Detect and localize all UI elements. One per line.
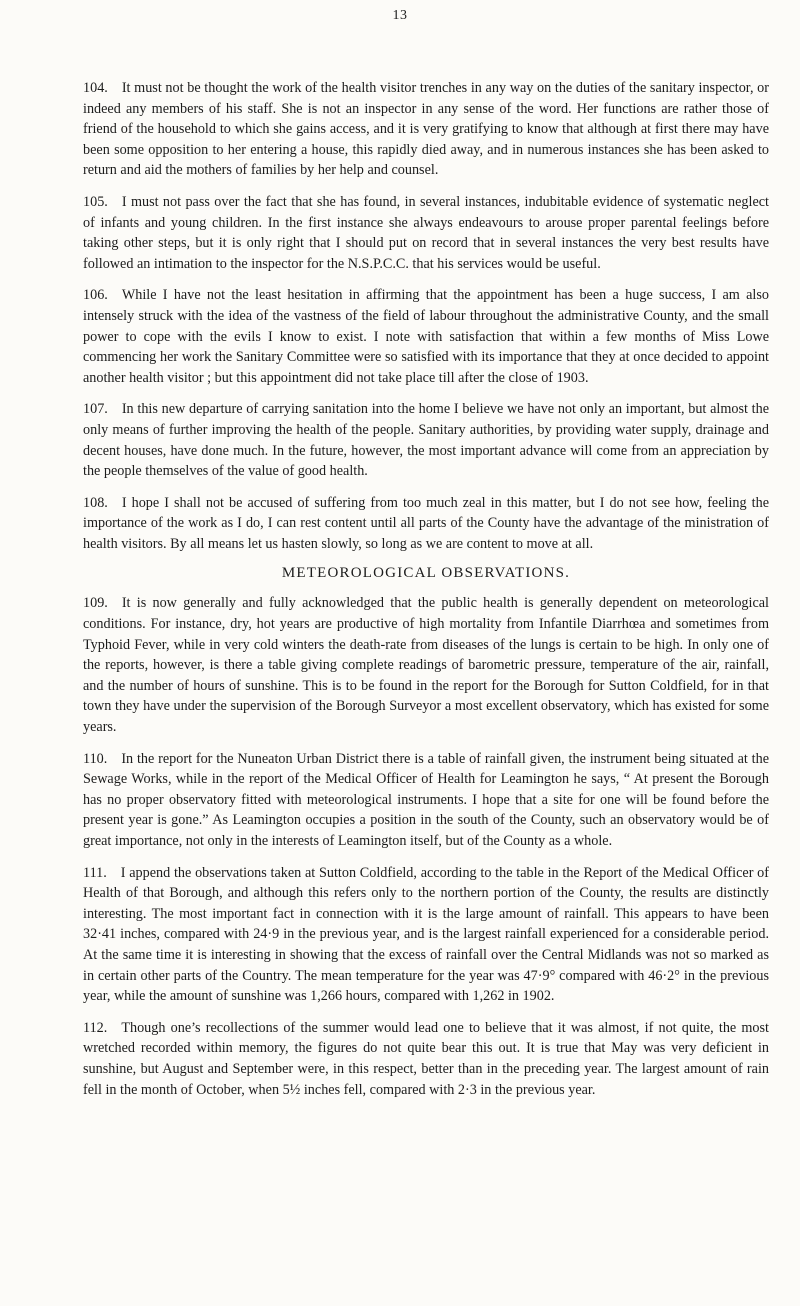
paragraph-text: I must not pass over the fact that she has found, in several instances, indubitable evidence of systematic neglect of infants and young children. In the first instance she always endeavours to arouse proper parental feelings before taking other steps, but it is only right that I should put on record that in several instances the very best results have followed an intimation to the inspector for the N.S.P.C.C. that his services would be useful. [83, 193, 769, 272]
paragraph-104 [83, 78, 769, 181]
page-number: 13 [392, 8, 408, 23]
paragraph-number: 105. [83, 193, 108, 210]
paragraph-text: In the report for the Nuneaton Urban District there is a table of rainfall given, the instrument being situated at the Sewage Works, while in the report of the Medical Officer of Health for Leamington he says, “ At present the Borough has no proper observatory fitted with meteorological instruments. I hope that a site for one will be found before the present year is gone.” As Leamington occupies a position in the south of the County, such an observatory would be of great importance, not only in the interests of Leamington itself, but of the County as a whole. [83, 750, 769, 849]
paragraph-number: 106. [83, 287, 108, 304]
paragraph-108 [83, 493, 769, 555]
paragraph-number: 111. [83, 864, 107, 881]
paragraph-109 [83, 593, 769, 737]
paragraph-105 [83, 192, 769, 274]
paragraph-112 [83, 1018, 769, 1100]
paragraph-number: 109. [83, 595, 108, 612]
paragraph-text: I hope I shall not be accused of suffering from too much zeal in this matter, but I do not see how, feeling the importance of the work as I do, I can rest content until all parts of the County have the advantage of the ministration of health visitors. By all means let us hasten slowly, so long as we are content to move at all. [83, 494, 769, 552]
paragraph-110 [83, 749, 769, 852]
paragraph-text: It must not be thought the work of the health visitor trenches in any way on the duties of the sanitary inspector, or indeed any members of his staff. She is not an inspector in any sense of the word. Her functions are rather those of friend of the household to which she gains access, and it is very gratifying to know that although at first there may have been some opposition to her entering a house, this rapidly died away, and in numerous instances she has been asked to return and aid the mothers of families by her help and counsel. [83, 80, 769, 179]
paragraph-text: I append the observations taken at Sutton Coldfield, according to the table in the Report of the Medical Officer of Health of that Borough, and although this refers only to the northern portion of the County, the results are distinctly interesting. The most important fact in connection with it is the large amount of rainfall. This appears to have been 32·41 inches, compared with 24·9 in the previous year, and is the largest rainfall experienced for a considerable period. At the same time it is interesting in showing that the excess of rainfall over the Central Midlands was not so marked as in certain other parts of the Country. The mean temperature for the year was 47·9° compared with 46·2° in the previous year, while the amount of sunshine was 1,266 hours, compared with 1,262 in 1902. [83, 864, 769, 1005]
paragraph-106 [83, 285, 769, 388]
paragraph-text: In this new departure of carrying sanitation into the home I believe we have not only an important, but almost the only means of further improving the health of the people. Sanitary authorities, by providing water supply, drainage and decent houses, have done much. In the future, however, the most important advance will come from an appreciation by the people themselves of the value of good health. [83, 401, 769, 480]
paragraph-107 [83, 399, 769, 481]
paragraph-111 [83, 863, 769, 1007]
paragraph-text: Though one’s recollections of the summer would lead one to believe that it was almost, if not quite, the most wretched recorded within memory, the figures do not quite bear this out. It is true that May was very deficient in sunshine, but August and September were, in this respect, better than in the preceding year. The largest amount of rain fell in the month of October, when 5½ inches fell, compared with 2·3 in the previous year. [83, 1019, 769, 1098]
document-body [83, 78, 769, 1111]
paragraph-number: 104. [83, 80, 108, 96]
paragraph-number: 112. [83, 1019, 108, 1036]
section-heading: METEOROLOGICAL OBSERVATIONS. [281, 565, 571, 582]
paragraph-number: 110. [83, 750, 108, 767]
paragraph-text: It is now generally and fully acknowledged that the public health is generally dependent on meteorological conditions. For instance, dry, hot years are productive of high mortality from Infantile Diarrhœa and sometimes from Typhoid Fever, while in very cold winters the death-rate from diseases of the lungs is certain to be high. In only one of the reports, however, is there a table giving complete readings of barometric pressure, temperature of the air, rainfall, and the number of hours of sunshine. This is to be found in the report for the Borough for Sutton Coldfield, for in that town they have under the supervision of the Borough Surveyor a most excellent observatory, which has existed for some years. [83, 595, 769, 736]
paragraph-number: 108. [83, 494, 108, 511]
paragraph-text: While I have not the least hesitation in affirming that the appointment has been a huge success, I am also intensely struck with the idea of the vastness of the field of labour throughout the administrative County, and the small power to cope with the evils I know to exist. I note with satisfaction that within a few months of Miss Lowe commencing her work the Sanitary Committee were so satisfied with its importance that they at once decided to appoint another health visitor ; but this appointment did not take place till after the close of 1903. [83, 287, 769, 386]
paragraph-number: 107. [83, 401, 108, 418]
